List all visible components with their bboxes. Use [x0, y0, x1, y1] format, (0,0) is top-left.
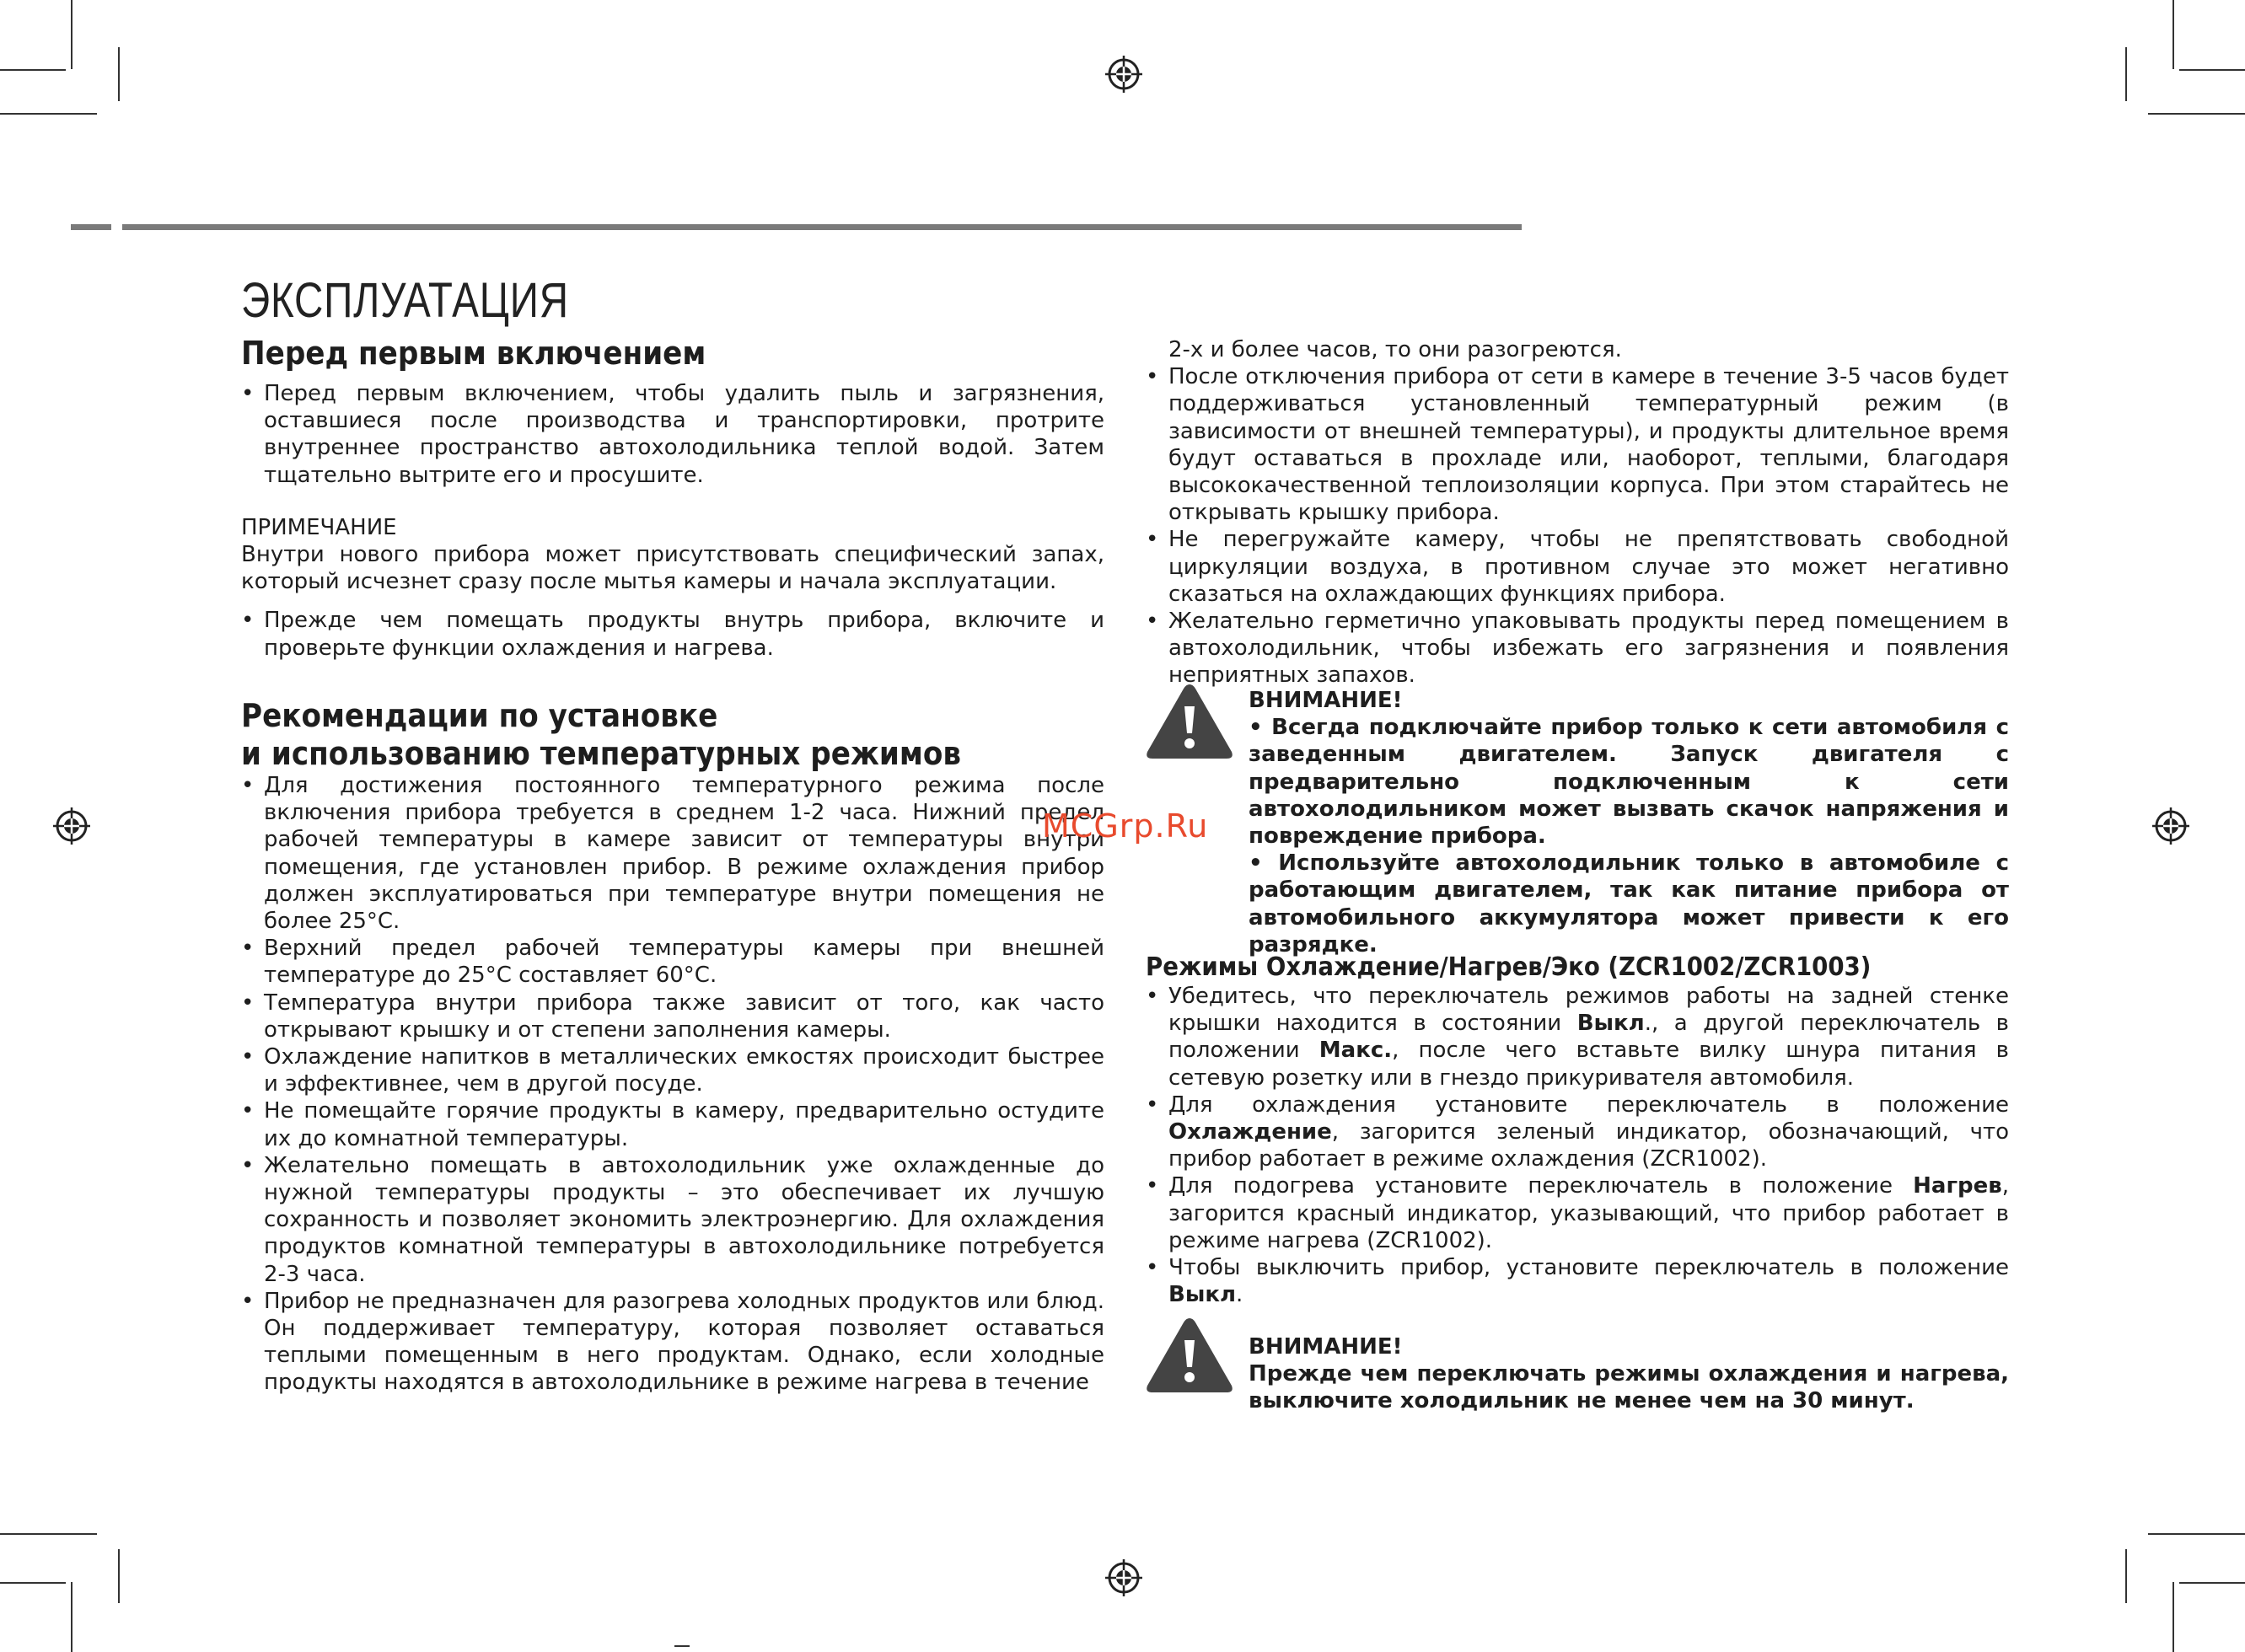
crop-mark: [2172, 0, 2174, 69]
text-span: Для подогрева установите переключатель в положение: [1168, 1173, 1914, 1199]
right-column-modes: [1146, 983, 2009, 1308]
crop-mark: [2172, 1582, 2174, 1652]
section-heading-first-use: Перед первым включением: [241, 335, 706, 372]
text-span: , загорится зеленый индикатор, обозначающий, что прибор работает в режиме охлаждения (ZCR1002).: [1168, 1119, 2009, 1172]
keyword-off: Выкл: [1168, 1282, 1237, 1308]
list-item: • Желательно герметично упаковывать продукты перед помещением в автохолодильник, чтобы избежать его загрязнения и появления неприятных запахов.: [1146, 608, 2009, 689]
crop-mark: [71, 1582, 73, 1652]
keyword-max: Макс.: [1319, 1038, 1393, 1064]
crop-mark: [2179, 69, 2245, 71]
warning-text: Прежде чем переключать режимы охлаждения и нагрева, выключите холодильник не менее чем на 30 минут.: [1249, 1361, 2009, 1414]
crop-mark: [0, 69, 66, 71]
warning-triangle-icon: [1144, 681, 1235, 762]
continuation-text: 2-х и более часов, то они разогреются.: [1168, 337, 1622, 362]
list-item: • Желательно помещать в автохолодильник уже охлажденные до нужной температуры продукты – это обеспечивает их лучшую сохранность и позволяет экономить электроэнергию. Для охлаждения продуктов комнатной температуры в автохолодильнике потребуется 2-3 часа.: [241, 1152, 1104, 1288]
warning-item: • Всегда подключайте прибор только к сети автомобиля с заведенным двигателем. Запуск двигателя с предварительно подключенным к сети автохолодильником может вызвать скачок напряжения и повреждение прибора.: [1249, 715, 2009, 850]
crop-mark: [2148, 1533, 2245, 1535]
list-item: • Для достижения постоянного температурного режима после включения прибора требуется в среднем 1-2 часа. Нижний предел рабочей температуры в камере зависит от температуры внутри помещения, где установлен прибор. В режиме охлаждения прибор должен эксплуатироваться при температуре внутри помещения не более 25°С.: [241, 772, 1104, 935]
keyword-cooling: Охлаждение: [1168, 1119, 1332, 1145]
registration-mark-top: [1105, 56, 1142, 93]
text-span: , загорится красный индикатор, указывающий, что прибор работает в режиме нагрева (ZCR1002).: [1168, 1173, 2009, 1253]
warning-triangle-icon: [1144, 1315, 1235, 1396]
page-title: ЭКСПЛУАТАЦИЯ: [241, 273, 569, 328]
crop-mark: [118, 1549, 120, 1603]
list-item: • Охлаждение напитков в металлических емкостях происходит быстрее и эффективнее, чем в другой посуде.: [241, 1043, 1104, 1097]
list-item: • Не помещайте горячие продукты в камеру, предварительно остудите их до комнатной температуры.: [241, 1097, 1104, 1151]
warning-title: ВНИМАНИЕ!: [1249, 688, 1403, 713]
list-item: [1146, 1172, 2009, 1254]
registration-mark-bottom: [1105, 1559, 1142, 1596]
crop-mark: [118, 47, 120, 101]
list-item: [1146, 1254, 2009, 1308]
list-item: [1146, 983, 2009, 1092]
warning-title: ВНИМАНИЕ!: [1249, 1334, 1403, 1360]
section-heading-recommendations-2: и использованию температурных режимов: [241, 735, 961, 772]
warning-item: • Используйте автохолодильник только в автомобиле с работающим двигателем, так как питание прибора от автомобильного аккумулятора может привести к его разрядке.: [1249, 850, 2009, 957]
registration-mark-right: [2152, 807, 2189, 845]
keyword-heating: Нагрев: [1913, 1173, 2002, 1199]
text-span: Убедитесь, что переключатель режимов работы на задней стенке крышки находится в состоянии: [1168, 984, 2009, 1037]
list-item: • После отключения прибора от сети в камере в течение 3-5 часов будет поддерживаться установленный температурный режим (в зависимости от внешней температуры), и продукты длительное время будут оставаться в прохладе или, наоборот, теплыми, благодаря высококачественной теплоизоляции корпуса. При этом старайтесь не открывать крышку прибора.: [1146, 363, 2009, 526]
text-span: ., а другой переключатель в положении: [1168, 1011, 2009, 1064]
header-bar-short: [71, 224, 111, 230]
section-heading-recommendations-1: Рекомендации по установке: [241, 697, 718, 734]
section-heading-modes: Режимы Охлаждение/Нагрев/Эко (ZCR1002/ZCR1003): [1146, 952, 1872, 982]
registration-mark-left: [53, 807, 90, 845]
crop-mark: [674, 1645, 690, 1647]
note-label: ПРИМЕЧАНИЕ: [241, 514, 397, 540]
left-column-bottom: [241, 772, 1104, 1397]
left-column-top: [241, 380, 1104, 662]
crop-mark: [2148, 113, 2245, 115]
list-item: • Верхний предел рабочей температуры камеры при внешней температуре до 25°С составляет 60°С.: [241, 935, 1104, 989]
crop-mark: [0, 1582, 66, 1584]
crop-mark: [2179, 1582, 2245, 1584]
text-span: .: [1236, 1282, 1243, 1308]
text-span: , после чего вставьте вилку шнура питания в сетевую розетку или в гнездо прикуривателя автомобиля.: [1168, 1038, 2009, 1091]
list-item: • Перед первым включением, чтобы удалить пыль и загрязнения, оставшиеся после производства и транспортировки, протрите внутреннее пространство автохолодильника теплой водой. Затем тщательно вытрите его и просушите.: [241, 380, 1104, 489]
list-item: • Температура внутри прибора также зависит от того, как часто открывают крышку и от степени заполнения камеры.: [241, 990, 1104, 1043]
warning-block-2: [1249, 1333, 2009, 1415]
crop-mark: [0, 1533, 97, 1535]
crop-mark: [2125, 1549, 2127, 1603]
list-item: • Прежде чем помещать продукты внутрь прибора, включите и проверьте функции охлаждения и нагрева.: [241, 607, 1104, 661]
keyword-off: Выкл: [1576, 1011, 1645, 1037]
list-item: • Прибор не предназначен для разогрева холодных продуктов или блюд. Он поддерживает температуру, которая позволяет оставаться теплыми помещенным в него продуктам. Однако, если холодные продукты находятся в автохолодильнике в режиме нагрева в течение: [241, 1288, 1104, 1397]
text-span: Для охлаждения установите переключатель в положение: [1168, 1092, 2009, 1118]
watermark: MCGrp.Ru: [1042, 807, 1209, 845]
list-item: • Не перегружайте камеру, чтобы не препятствовать свободной циркуляции воздуха, в противном случае это может негативно сказаться на охлаждающих функциях прибора.: [1146, 526, 2009, 608]
crop-mark: [0, 113, 97, 115]
crop-mark: [2125, 47, 2127, 101]
warning-block-1: [1249, 687, 2009, 958]
text-span: Чтобы выключить прибор, установите переключатель в положение: [1168, 1255, 2009, 1281]
crop-mark: [71, 0, 73, 69]
list-item: [1146, 1092, 2009, 1173]
right-column-top: [1146, 336, 2009, 689]
header-bar-long: [122, 224, 1522, 230]
note-text: Внутри нового прибора может присутствовать специфический запах, который исчезнет сразу после мытья камеры и начала эксплуатации.: [241, 542, 1104, 595]
